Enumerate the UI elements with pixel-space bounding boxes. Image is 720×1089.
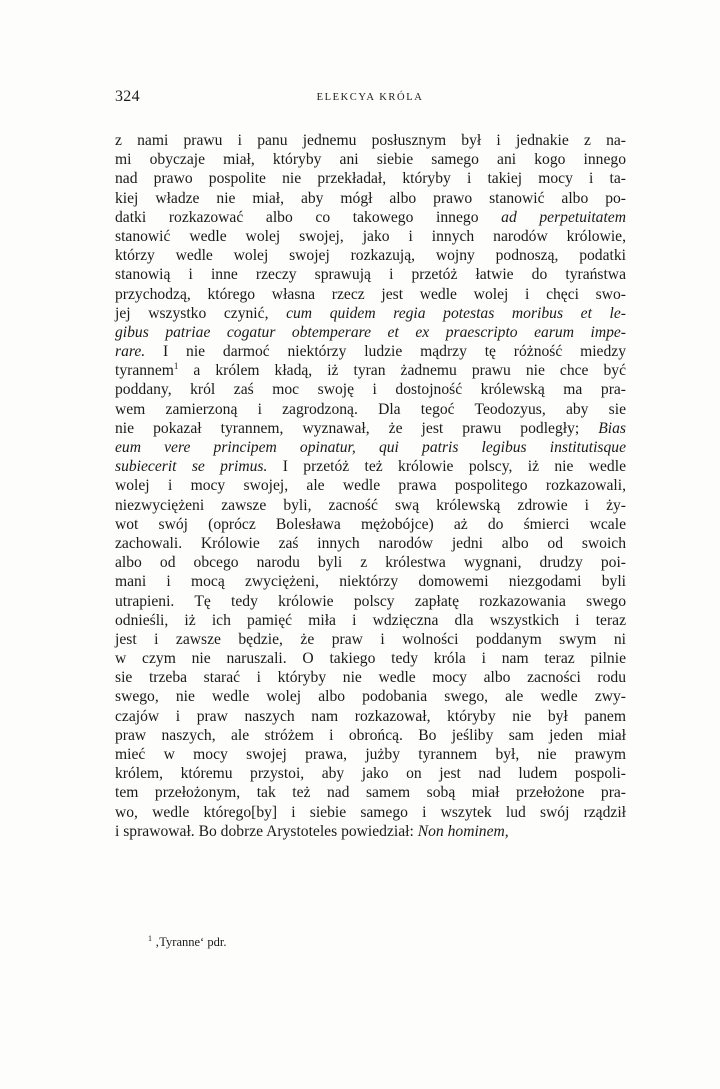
footnote <box>148 935 226 950</box>
text-segment: w czym nie naruszali. O takiego tedy króla i nam teraz pilnie <box>115 650 626 668</box>
italic-latin-phrase: eum vere principem opinatur, qui patris legibus institutisque <box>115 439 626 456</box>
text-segment: odnieśli, iż ich pamięć miła i wdzięczna dla wszystkich i teraz <box>115 611 626 629</box>
text-line <box>115 438 626 457</box>
text-segment: utrapieni. Tę tedy królowie polscy zapłatę rozkazowania swego <box>115 592 626 610</box>
text-segment: jej wszystko czynić, <box>115 304 287 322</box>
text-line <box>115 687 626 706</box>
text-line <box>115 764 626 783</box>
text-line <box>115 668 626 687</box>
text-segment: swego, nie wedle wolej albo podobania swego, ale wedle zwy- <box>115 688 626 706</box>
text-line <box>115 592 626 611</box>
text-line <box>115 419 626 438</box>
text-segment: mi obyczaje miał, któryby ani siebie samego ani kogo innego <box>115 151 626 169</box>
text-line <box>115 611 626 630</box>
text-segment: albo od obcego narodu byli z królestwa wygnani, drudzy poi- <box>115 554 626 572</box>
text-line <box>115 400 626 419</box>
text-line <box>115 745 626 764</box>
text-segment: niezwyciężeni zawsze byli, zacność swą królewską zdrowie i ży- <box>115 496 626 514</box>
text-segment: jest i zawsze będzie, że praw i wolności poddanym swym ni <box>115 630 626 648</box>
text-segment: którzy wedle wolej swojej rozkazują, wojny podnoszą, podatki <box>115 247 626 265</box>
text-line <box>115 515 626 534</box>
text-line <box>115 150 626 169</box>
italic-latin-phrase: subiecerit se primus. <box>115 458 268 476</box>
text-line <box>115 246 626 265</box>
text-segment: poddany, król zaś moc swoję i dostojność królewską ma pra- <box>115 381 626 399</box>
text-segment: mieć w mocy swojej prawa, jużby tyrannem był, nie prawym <box>115 746 626 763</box>
running-head <box>115 88 625 110</box>
text-segment: datki rozkazować albo co takowego innego <box>115 208 502 226</box>
text-line <box>115 496 626 515</box>
text-line <box>115 208 626 227</box>
text-line <box>115 534 626 553</box>
running-title: ELEKCYA KRÓLA <box>316 92 424 103</box>
italic-latin-phrase: Bias <box>598 419 626 437</box>
text-segment: praw naszych, ale stróżem i obrońcą. Bo jeśliby sam jeden miał <box>115 726 626 744</box>
text-segment: wem zamierzoną i zagrodzoną. Dla tegoć Teodozyus, aby sie <box>115 400 626 418</box>
text-line <box>115 323 626 342</box>
text-segment: z nami prawu i panu jednemu posłusznym był i jednakie z na- <box>115 132 626 149</box>
text-segment: nad prawo pospolite nie przekładał, któryby i takiej mocy i ta- <box>115 170 626 188</box>
text-segment: królem, któremu przystoi, aby jako on jest nad ludem pospoli- <box>115 765 626 783</box>
text-line <box>115 726 626 745</box>
text-segment: zachowali. Królowie zaś innych narodów jedni albo od swoich <box>115 534 626 552</box>
italic-latin-phrase: gibus patriae cogatur obtemperare et ex praescripto earum impe- <box>115 323 626 341</box>
text-line <box>115 361 626 380</box>
text-segment: wot swój (oprócz Bolesława mężobójce) aż do śmierci wcale <box>115 515 626 533</box>
text-line <box>115 380 626 399</box>
text-segment: tem przełożonym, tak też nad samem sobą miał przełożone pra- <box>115 784 626 802</box>
italic-latin-phrase: Non hominem, <box>417 822 509 840</box>
text-line <box>115 189 626 208</box>
text-segment: mani i mocą zwyciężeni, niektórzy domowemi niezgodami byli <box>115 573 626 591</box>
text-line <box>115 227 626 246</box>
text-segment: czajów i praw naszych nam rozkazował, któryby nie był panem <box>115 707 626 725</box>
text-line <box>115 553 626 572</box>
text-line <box>115 572 626 591</box>
footnote-text: ‚Tyranne‘ pdr. <box>152 935 227 949</box>
text-line <box>115 342 626 361</box>
text-line <box>115 783 626 802</box>
text-line <box>115 476 626 495</box>
text-segment: I nie darmoć niektórzy ludzie mądrzy tę różność miedzy <box>145 343 626 361</box>
text-segment: przychodzą, którego własna rzecz jest wedle wolej i chęci swo- <box>115 285 626 303</box>
text-segment: nie pokazał tyrannem, wyznawał, że jest prawu podległy; <box>115 419 599 437</box>
text-line <box>115 707 626 726</box>
text-segment: tyrannem <box>115 362 174 380</box>
text-line <box>115 131 626 150</box>
text-segment: a królem kładą, iż tyran żadnemu prawu nie chce być <box>178 362 626 380</box>
text-line <box>115 169 626 188</box>
text-segment: I przetóż też królowie polscy, iż nie wedle <box>267 458 626 476</box>
footnote-reference: 1 <box>173 361 179 372</box>
text-segment: sie trzeba starać i któryby nie wedle mocy albo zacności rodu <box>115 669 626 687</box>
text-line <box>115 285 626 304</box>
text-line <box>115 822 626 841</box>
page-number: 324 <box>115 88 140 105</box>
italic-latin-phrase: cum quidem regia potestas moribus et le- <box>286 304 626 322</box>
text-segment: stanowią i inne rzeczy sprawują i przetóż łatwie do tyraństwa <box>115 266 626 284</box>
text-line <box>115 649 626 668</box>
text-segment: wo, wedle którego[by] i siebie samego i wszytek lud swój rządził <box>115 803 626 821</box>
text-line <box>115 803 626 822</box>
text-line <box>115 304 626 323</box>
text-segment: wolej i mocy swojej, ale wedle prawa pospolitego rozkazowali, <box>115 477 626 495</box>
italic-latin-phrase: ad perpetuitatem <box>501 208 626 226</box>
text-line <box>115 630 626 649</box>
italic-latin-phrase: rare. <box>115 343 146 361</box>
footnote-marker: 1 <box>148 933 152 943</box>
text-segment: kiej władze nie miał, aby mógł albo prawo stanowić albo po- <box>115 189 626 207</box>
text-line <box>115 457 626 476</box>
body-text <box>115 131 626 841</box>
text-segment: i sprawował. Bo dobrze Arystoteles powiedział: <box>115 822 418 840</box>
text-line <box>115 265 626 284</box>
text-segment: stanowić wedle wolej swojej, jako i innych narodów królowie, <box>115 227 626 245</box>
